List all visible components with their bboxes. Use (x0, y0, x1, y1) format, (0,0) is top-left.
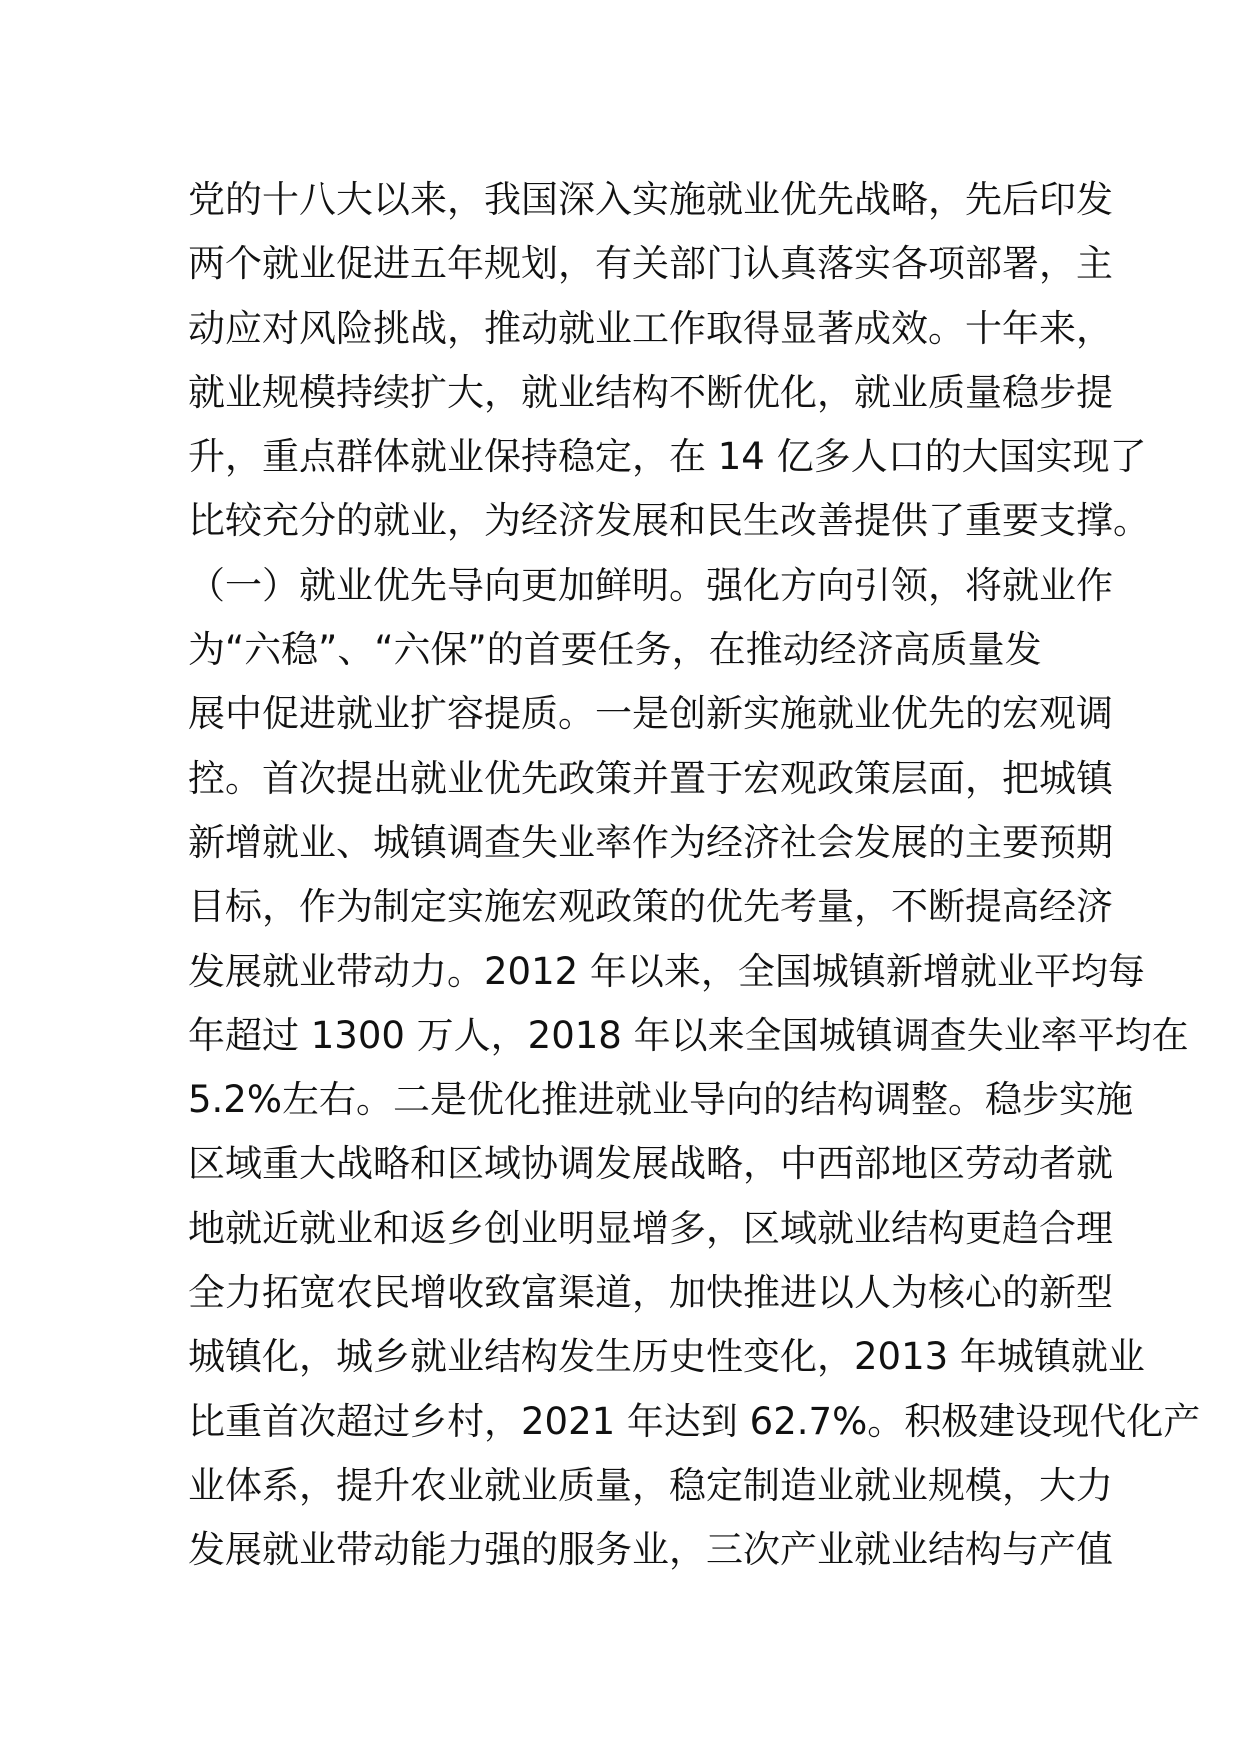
text-line: 5.2%左右。二是优化推进就业导向的结构调整。稳步实施 (188, 1078, 1133, 1122)
text-line: 比重首次超过乡村，2021 年达到 62.7%。积极建设现代化产 (188, 1399, 1201, 1443)
text-line: 地就近就业和返乡创业明显增多，区域就业结构更趋合理 (188, 1206, 1113, 1250)
text-line: 就业规模持续扩大，就业结构不断优化，就业质量稳步提 (188, 370, 1113, 414)
text-line: 区域重大战略和区域协调发展战略，中西部地区劳动者就 (188, 1142, 1113, 1186)
text-line: 发展就业带动能力强的服务业，三次产业就业结构与产值 (188, 1528, 1113, 1572)
text-line: 展中促进就业扩容提质。一是创新实施就业优先的宏观调 (188, 692, 1113, 736)
text-line: 动应对风险挑战，推动就业工作取得显著成效。十年来， (188, 306, 1113, 350)
text-line: 全力拓宽农民增收致富渠道，加快推进以人为核心的新型 (188, 1271, 1113, 1315)
text-line: 为“六稳”、“六保”的首要任务，在推动经济高质量发 (188, 628, 1042, 672)
text-line: 党的十八大以来，我国深入实施就业优先战略，先后印发 (188, 178, 1113, 221)
text-line: 城镇化，城乡就业结构发生历史性变化，2013 年城镇就业 (188, 1335, 1145, 1379)
text-line: 两个就业促进五年规划，有关部门认真落实各项部署，主 (188, 242, 1113, 286)
text-line: 业体系，提升农业就业质量，稳定制造业就业规模，大力 (188, 1463, 1113, 1507)
text-line: 新增就业、城镇调查失业率作为经济社会发展的主要预期 (188, 820, 1113, 864)
text-line: 控。首次提出就业优先政策并置于宏观政策层面，把城镇 (188, 756, 1113, 800)
text-line: 目标，作为制定实施宏观政策的优先考量，不断提高经济 (188, 885, 1113, 929)
text-line: 升，重点群体就业保持稳定，在 14 亿多人口的大国实现了 (188, 435, 1147, 479)
body-text (188, 168, 1201, 1583)
text-line: 比较充分的就业，为经济发展和民生改善提供了重要支撑。 (188, 499, 1150, 543)
text-line: 年超过 1300 万人，2018 年以来全国城镇调查失业率平均在 (188, 1013, 1189, 1057)
text-line: 发展就业带动力。2012 年以来，全国城镇新增就业平均每 (188, 949, 1145, 993)
section-heading-line: （一）就业优先导向更加鲜明。强化方向引领，将就业作 (188, 563, 1113, 607)
